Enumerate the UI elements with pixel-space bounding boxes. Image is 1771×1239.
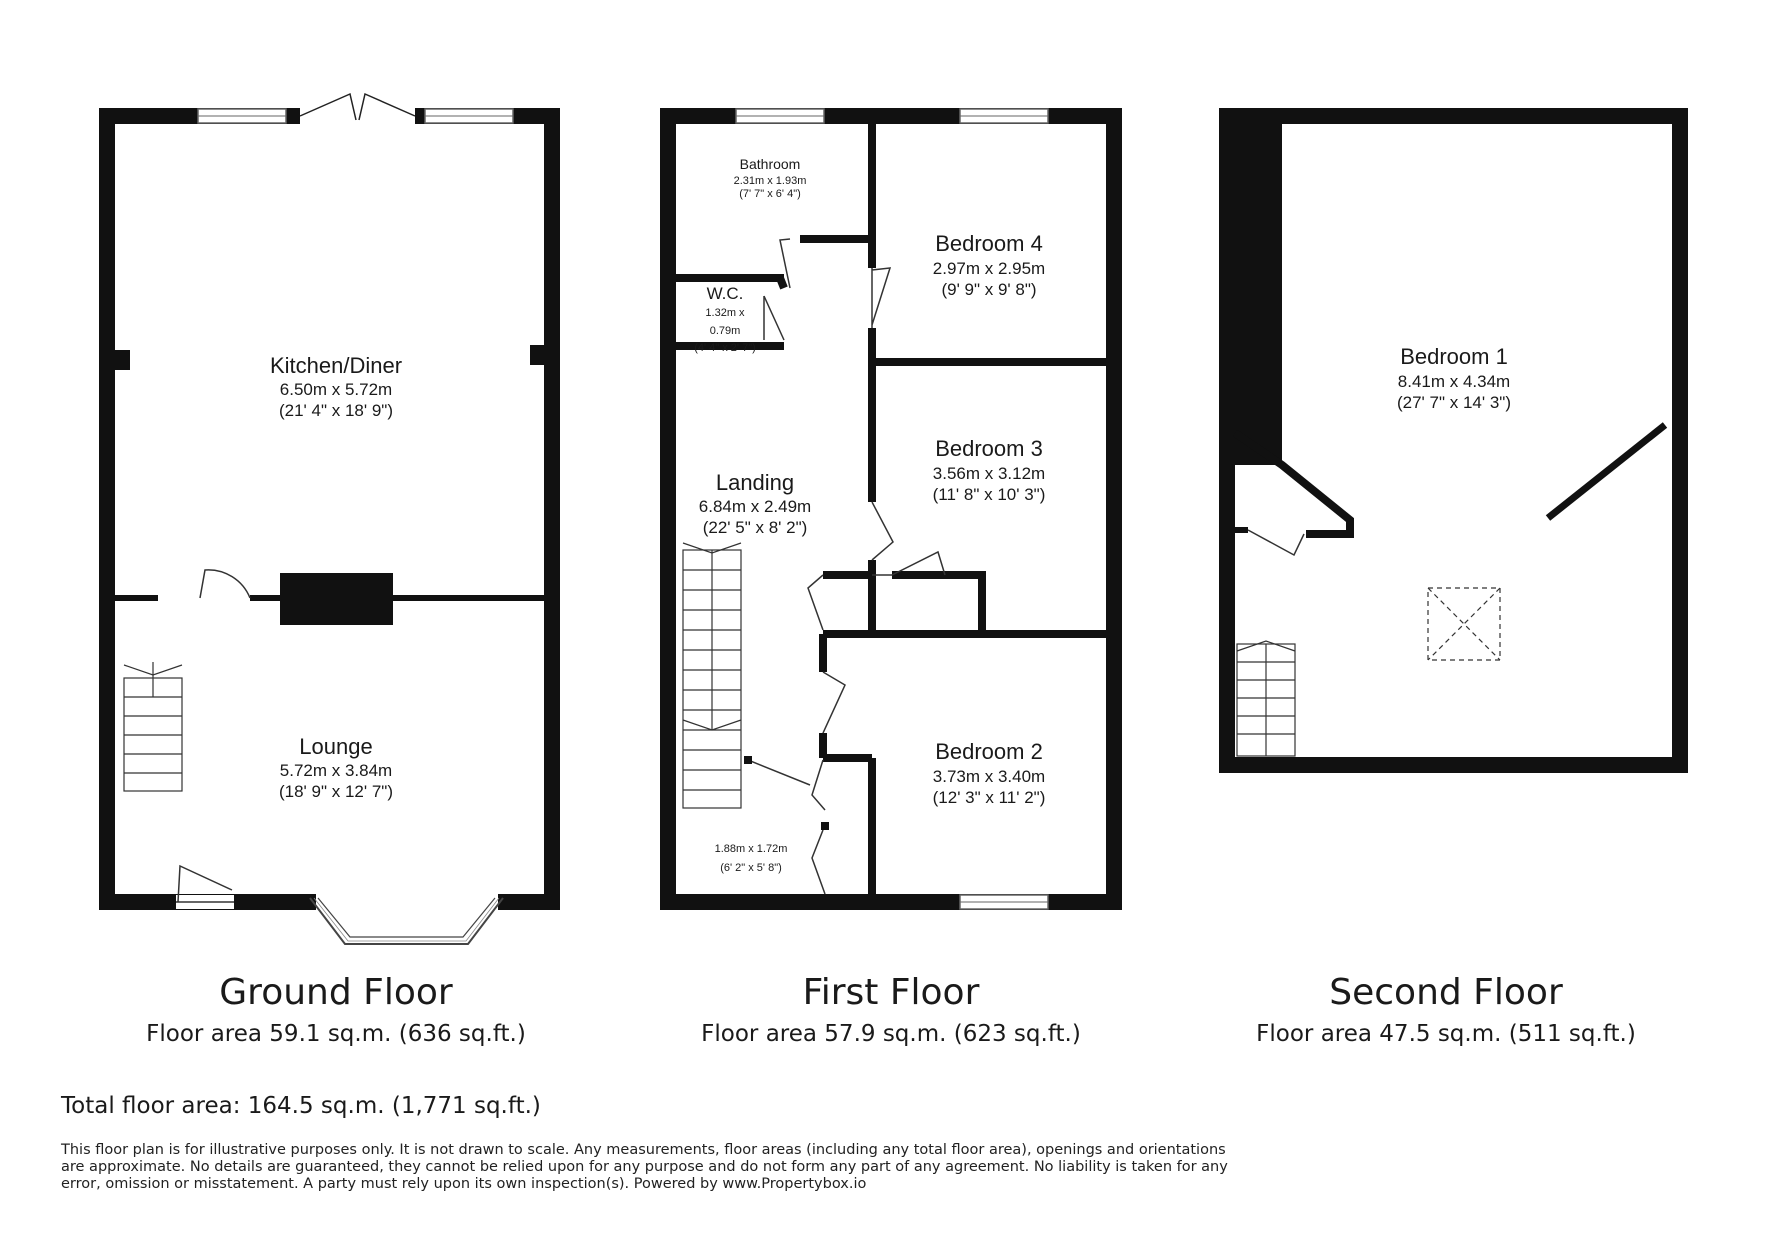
room-name-bedroom-1: Bedroom 1 [1400, 344, 1508, 369]
room-dim-metric: 2.31m x 1.93m [733, 175, 807, 187]
room-name-bathroom: Bathroom [739, 156, 801, 172]
eaves-wall [1227, 116, 1282, 465]
room-dim-metric: 6.84m x 2.49m [698, 497, 812, 516]
skylight [1428, 588, 1500, 660]
room-dim-imperial: (27' 7" x 14' 3") [1396, 393, 1512, 412]
room-dim-imperial: (9' 9" x 9' 8") [941, 280, 1037, 299]
room-dim-imperial: (21' 4" x 18' 9") [278, 401, 394, 420]
floor-title-first: First Floor [802, 972, 980, 1013]
room-dim-metric: 1.32m x [705, 307, 745, 319]
room-dim-metric: 2.97m x 2.95m [932, 259, 1046, 278]
room-dim-imperial: (12' 3" x 11' 2") [932, 788, 1046, 807]
floor-area-ground: Floor area 59.1 sq.m. (636 sq.ft.) [146, 1021, 526, 1047]
second-floor-plan [1227, 116, 1680, 765]
ground-floor-plan [107, 94, 552, 944]
room-dim-metric: 0.79m [709, 325, 741, 337]
wall-pier [115, 350, 130, 370]
room-dim-imperial: (11' 8" x 10' 3") [932, 485, 1046, 504]
door-swing [200, 570, 250, 598]
chimney-breast [280, 573, 393, 625]
floor-area-first: Floor area 57.9 sq.m. (623 sq.ft.) [701, 1021, 1081, 1047]
room-name-bedroom-3: Bedroom 3 [935, 436, 1043, 461]
room-name-bedroom-2: Bedroom 2 [935, 739, 1043, 764]
staircase [1237, 641, 1295, 756]
room-dim-metric: 6.50m x 5.72m [279, 380, 393, 399]
room-dim-imperial: (6' 2" x 5' 8") [720, 862, 782, 874]
room-dim-metric: 3.73m x 3.40m [932, 767, 1046, 786]
room-dim-metric: 1.88m x 1.72m [714, 843, 788, 855]
room-name-wc: W.C. [706, 284, 744, 303]
room-dim-metric: 8.41m x 4.34m [1397, 372, 1511, 391]
total-floor-area: Total floor area: 164.5 sq.m. (1,771 sq.ft.) [61, 1093, 541, 1119]
floor-area-second: Floor area 47.5 sq.m. (511 sq.ft.) [1256, 1021, 1636, 1047]
room-name-kitchen-diner: Kitchen/Diner [269, 353, 403, 378]
room-name-landing: Landing [715, 470, 795, 495]
wall-pier [530, 345, 545, 365]
room-name-bedroom-4: Bedroom 4 [935, 231, 1043, 256]
room-dim-imperial: (4' 4" x 2' 7") [694, 342, 756, 354]
room-name-lounge: Lounge [299, 734, 373, 759]
staircase [683, 543, 741, 808]
room-dim-metric: 3.56m x 3.12m [932, 464, 1046, 483]
room-dim-metric: 5.72m x 3.84m [279, 761, 393, 780]
room-dim-imperial: (18' 9" x 12' 7") [278, 782, 394, 801]
room-dim-imperial: (22' 5" x 8' 2") [702, 518, 808, 537]
room-dim-imperial: (7' 7" x 6' 4") [739, 188, 801, 200]
disclaimer-text: This floor plan is for illustrative purposes only. It is not drawn to scale. Any measurements, floor areas (including any total floor area), openings and orientations are approximate. No details are guaranteed, they cannot be relied upon for any purpose and do not form any part of any agreement. No liability is taken for any error, omission or misstatement. A party must rely upon its own inspection(s). Powered by www.Propertybox.io [61, 1142, 1228, 1192]
door-swing [1248, 530, 1304, 555]
floor-title-ground: Ground Floor [219, 972, 453, 1013]
floor-title-second: Second Floor [1329, 972, 1563, 1013]
staircase [124, 662, 182, 791]
door-swings [748, 239, 945, 894]
